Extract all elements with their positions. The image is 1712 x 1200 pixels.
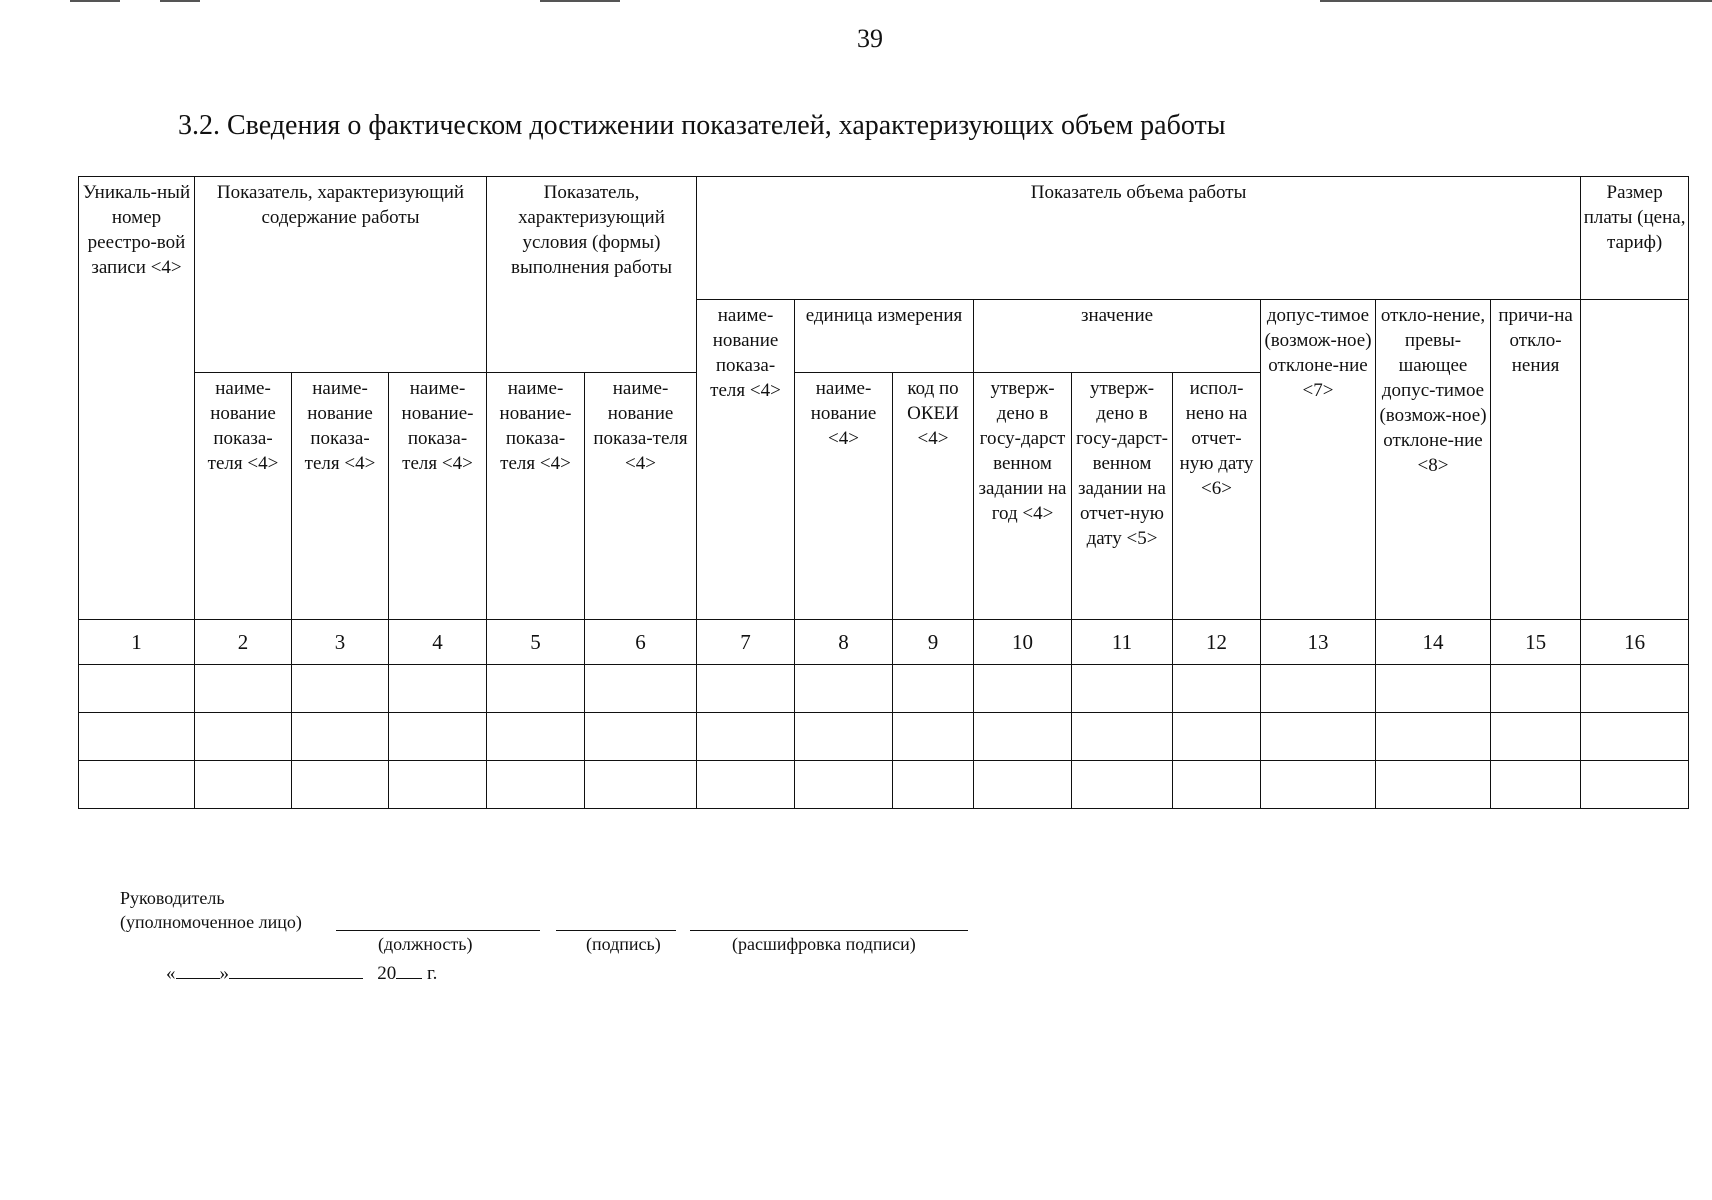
table-cell[interactable]: [389, 761, 487, 809]
table-cell[interactable]: [1581, 713, 1689, 761]
column-number: 4: [389, 620, 487, 665]
table-cell[interactable]: [974, 713, 1072, 761]
header-unit: единица измерения: [795, 300, 974, 373]
header-fee-size-blank: [1581, 300, 1689, 620]
header-row-groups: [79, 177, 1689, 300]
signature-block: [120, 886, 302, 934]
table-cell[interactable]: [1491, 713, 1581, 761]
table-cell[interactable]: [795, 713, 893, 761]
column-number: 9: [893, 620, 974, 665]
column-number: 13: [1261, 620, 1376, 665]
table-cell[interactable]: [974, 665, 1072, 713]
column-number: 15: [1491, 620, 1581, 665]
header-col-2: наиме-нование показа-теля <4>: [195, 373, 292, 620]
table-cell[interactable]: [1261, 665, 1376, 713]
column-number: 5: [487, 620, 585, 665]
column-number: 14: [1376, 620, 1491, 665]
scan-artifact: [1320, 0, 1712, 2]
header-condition-indicator: Показатель, характеризующий условия (формы) выполнения работы: [487, 177, 697, 373]
header-volume-indicator: Показатель объема работы: [697, 177, 1581, 300]
table-cell[interactable]: [195, 761, 292, 809]
table-cell[interactable]: [79, 761, 195, 809]
table-cell[interactable]: [1072, 713, 1173, 761]
header-col-5: наиме-нование-показа-теля <4>: [487, 373, 585, 620]
section-title: 3.2. Сведения о фактическом достижении показателей, характеризующих объем работы: [178, 110, 1226, 141]
table-cell[interactable]: [487, 761, 585, 809]
table-cell[interactable]: [487, 665, 585, 713]
header-unit-name: наиме-нование <4>: [795, 373, 893, 620]
table-cell[interactable]: [697, 713, 795, 761]
head-label: Руководитель: [120, 888, 225, 908]
column-number: 3: [292, 620, 389, 665]
report-table: [78, 176, 1689, 809]
table-cell[interactable]: [1491, 761, 1581, 809]
month-blank[interactable]: [229, 960, 363, 979]
table-cell[interactable]: [697, 665, 795, 713]
table-cell[interactable]: [974, 761, 1072, 809]
table-cell[interactable]: [195, 713, 292, 761]
position-line[interactable]: [336, 930, 540, 931]
header-executed-date: испол-нено на отчет-ную дату <6>: [1173, 373, 1261, 620]
table-cell[interactable]: [893, 665, 974, 713]
header-content-indicator: Показатель, характеризующий содержание работы: [195, 177, 487, 373]
table-row: [79, 665, 1689, 713]
table-cell[interactable]: [585, 761, 697, 809]
column-number: 2: [195, 620, 292, 665]
decryption-line[interactable]: [690, 930, 968, 931]
header-allowed-deviation: допус-тимое (возмож-ное) отклоне-ние <7>: [1261, 300, 1376, 620]
table-cell[interactable]: [487, 713, 585, 761]
year-prefix: 20: [377, 963, 397, 984]
column-number: 1: [79, 620, 195, 665]
decryption-caption: (расшифровка подписи): [732, 934, 916, 954]
table-row: [79, 761, 1689, 809]
header-okei-code: код по ОКЕИ <4>: [893, 373, 974, 620]
table-cell[interactable]: [195, 665, 292, 713]
table-cell[interactable]: [292, 665, 389, 713]
table-cell[interactable]: [1491, 665, 1581, 713]
table-cell[interactable]: [292, 713, 389, 761]
table-cell[interactable]: [697, 761, 795, 809]
table-cell[interactable]: [1072, 665, 1173, 713]
scan-artifact: [540, 0, 620, 2]
table-cell[interactable]: [1376, 665, 1491, 713]
day-blank[interactable]: [176, 960, 220, 979]
header-indicator-name-7: наиме-нование показа-теля <4>: [697, 300, 795, 620]
table-cell[interactable]: [1581, 761, 1689, 809]
table-cell[interactable]: [389, 665, 487, 713]
table-cell[interactable]: [292, 761, 389, 809]
header-fee-size: Размер платы (цена, тариф): [1581, 177, 1689, 300]
column-number: 7: [697, 620, 795, 665]
signature-caption: (подпись): [586, 934, 661, 954]
column-number-row: [79, 620, 1689, 665]
header-approved-year: утверж-дено в госу-дарст венном задании на год <4>: [974, 373, 1072, 620]
table-cell[interactable]: [1261, 713, 1376, 761]
column-number: 10: [974, 620, 1072, 665]
table-cell[interactable]: [1376, 761, 1491, 809]
column-number: 12: [1173, 620, 1261, 665]
scan-artifact: [70, 0, 120, 2]
year-blank[interactable]: [396, 960, 422, 979]
date-open-quote: «: [166, 963, 176, 984]
column-number: 6: [585, 620, 697, 665]
table-cell[interactable]: [893, 713, 974, 761]
scan-artifact: [160, 0, 200, 2]
date-close-quote: »: [219, 963, 229, 984]
header-value: значение: [974, 300, 1261, 373]
table-cell[interactable]: [1261, 761, 1376, 809]
table-cell[interactable]: [1173, 665, 1261, 713]
column-number: 16: [1581, 620, 1689, 665]
table-cell[interactable]: [1376, 713, 1491, 761]
signature-line[interactable]: [556, 930, 676, 931]
header-deviation-reason: причи-на откло-нения: [1491, 300, 1581, 620]
position-caption: (должность): [378, 934, 473, 954]
table-cell[interactable]: [1581, 665, 1689, 713]
header-col-3: наиме-нование показа-теля <4>: [292, 373, 389, 620]
table-cell[interactable]: [79, 713, 195, 761]
table-cell[interactable]: [1072, 761, 1173, 809]
column-number: 11: [1072, 620, 1173, 665]
column-number: 8: [795, 620, 893, 665]
table-cell[interactable]: [1173, 761, 1261, 809]
header-unique-number: Уникаль-ный номер реестро-вой записи <4>: [79, 177, 195, 620]
header-exceeding-deviation: откло-нение, превы-шающее допус-тимое (возмож-ное) отклоне-ние <8>: [1376, 300, 1491, 620]
header-approved-date: утверж-дено в госу-дарст-венном задании на отчет-ную дату <5>: [1072, 373, 1173, 620]
authorized-label: (уполномоченное лицо): [120, 912, 302, 932]
page-number: 39: [857, 24, 883, 53]
header-col-4: наиме-нование-показа-теля <4>: [389, 373, 487, 620]
table-cell[interactable]: [389, 713, 487, 761]
year-suffix: г.: [427, 963, 438, 984]
table-cell[interactable]: [79, 665, 195, 713]
table-row: [79, 713, 1689, 761]
table-cell[interactable]: [1173, 713, 1261, 761]
table-cell[interactable]: [893, 761, 974, 809]
table-cell[interactable]: [585, 713, 697, 761]
table-cell[interactable]: [585, 665, 697, 713]
table-cell[interactable]: [795, 761, 893, 809]
table-cell[interactable]: [795, 665, 893, 713]
date-line: [166, 960, 437, 985]
header-col-6: наиме-нование показа-теля <4>: [585, 373, 697, 620]
